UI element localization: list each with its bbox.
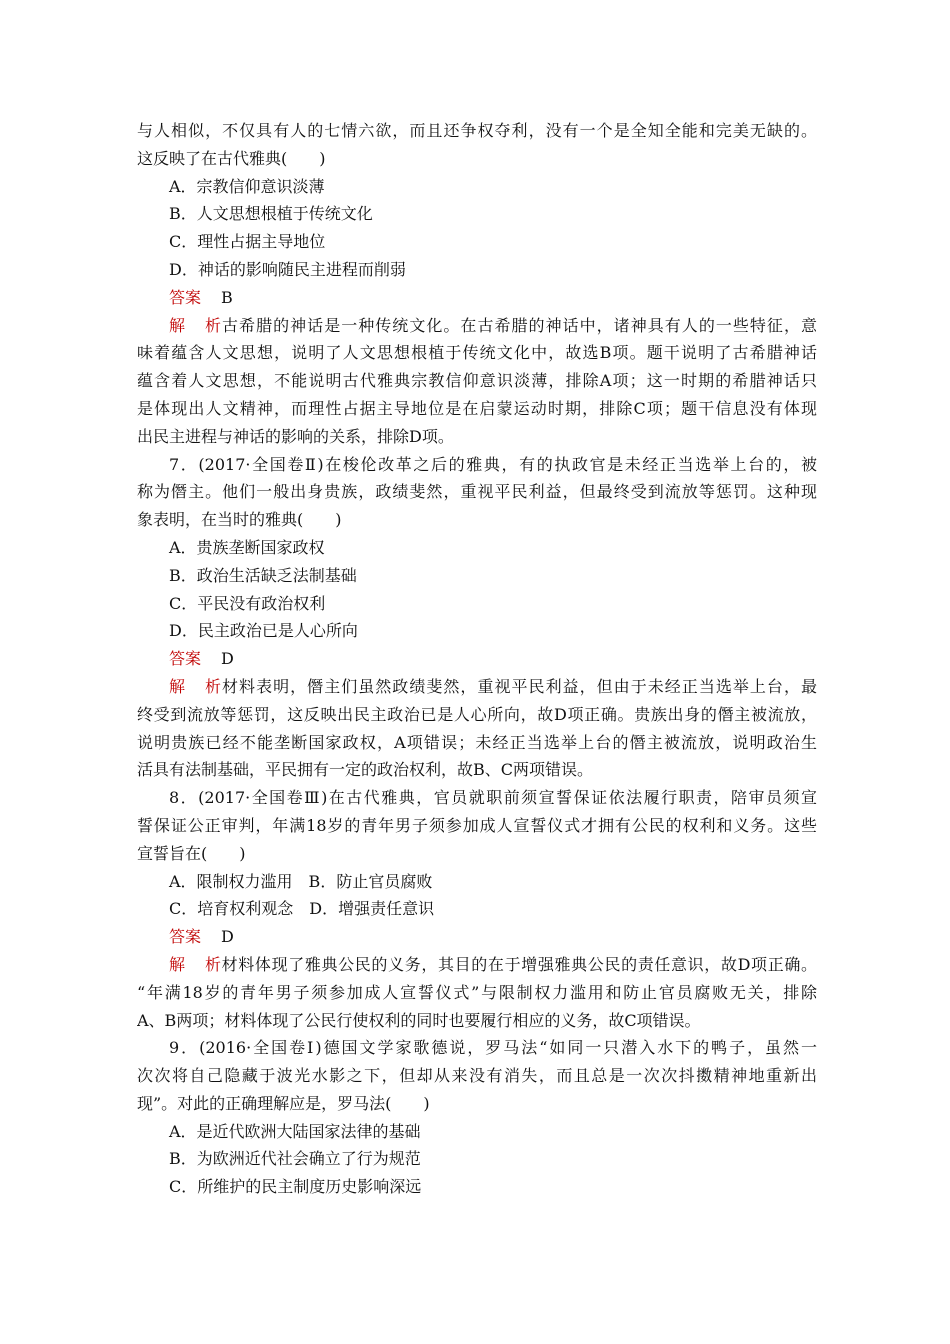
q8-analysis-line-3: A、B两项；材料体现了公民行使权利的同时也要履行相应的义务，故C项错误。 — [137, 1010, 701, 1030]
question-7 — [137, 451, 817, 785]
q7-analysis-line-4: 活具有法制基础，平民拥有一定的政治权利，故B、C两项错误。 — [137, 760, 594, 780]
q6-analysis-line-2: 味着蕴含人文思想，说明了人文思想根植于传统文化中，故选B项。题干说明了古希腊神话 — [137, 343, 817, 363]
q7-option-c: C．平民没有政治权利 — [169, 593, 326, 613]
answer-value: D — [221, 649, 234, 669]
q6-analysis-line-1 — [137, 312, 817, 340]
q7-analysis-line-2: 终受到流放等惩罚，这反映出民主政治已是人心所向，故D项正确。贵族出身的僭主被流放， — [137, 704, 817, 724]
answer-label: 答案 — [169, 927, 202, 947]
analysis-label: 解析 — [169, 954, 221, 974]
q8-answer — [137, 923, 817, 951]
page-content — [137, 117, 817, 1201]
question-6 — [137, 117, 817, 451]
q6-stem-line-2: 这反映了在古代雅典( ) — [137, 148, 326, 168]
q8-stem-line-2: 誓保证公正审判，年满18岁的青年男子须参加成人宣誓仪式才拥有公民的权利和义务。这些 — [137, 815, 817, 835]
q8-analysis-line-2: “年满18岁的青年男子须参加成人宣誓仪式”与限制权力滥用和防止官员腐败无关，排除 — [137, 982, 817, 1002]
q6-stem-line-1: 与人相似，不仅具有人的七情六欲，而且还争权夺利，没有一个是全知全能和完美无缺的。 — [137, 121, 817, 140]
q7-option-a: A．贵族垄断国家政权 — [169, 537, 325, 557]
analysis-label: 解析 — [169, 676, 221, 696]
q6-analysis-line-5: 出民主进程与神话的影响的关系，排除D项。 — [137, 426, 454, 446]
q9-stem-line-3: 现”。对此的正确理解应是，罗马法( ) — [137, 1093, 430, 1113]
analysis-label: 解析 — [169, 315, 221, 335]
q7-analysis-line-3: 说明贵族已经不能垄断国家政权，A项错误；未经正当选举上台的僭主被流放，说明政治生 — [137, 732, 817, 752]
q9-option-b: B．为欧洲近代社会确立了行为规范 — [169, 1149, 421, 1169]
q6-option-d: D．神话的影响随民主进程而削弱 — [169, 259, 406, 279]
q7-stem-line-1: 7．(2017·全国卷Ⅱ)在梭伦改革之后的雅典，有的执政官是未经正当选举上台的，被 — [169, 454, 817, 474]
answer-label: 答案 — [169, 287, 202, 307]
q6-option-c: C．理性占据主导地位 — [169, 232, 326, 252]
q7-stem-line-3: 象表明，在当时的雅典( ) — [137, 510, 342, 530]
q6-analysis-line-3: 蕴含着人文思想，不能说明古代雅典宗教信仰意识淡薄，排除A项；这一时期的希腊神话只 — [137, 371, 817, 391]
q7-option-d: D．民主政治已是人心所向 — [169, 621, 358, 641]
answer-label: 答案 — [169, 649, 202, 669]
question-8 — [137, 784, 817, 1034]
q8-options-row-2: C．培育权利观念 D．增强责任意识 — [169, 899, 435, 919]
answer-value: D — [221, 927, 234, 947]
q9-stem-line-2: 次次将自己隐藏于波光水影之下，但却从来没有消失，而且总是一次次抖擞精神地重新出 — [137, 1066, 817, 1086]
analysis-text: 材料表明，僭主们虽然政绩斐然，重视平民利益，但由于未经正当选举上台，最 — [221, 676, 817, 696]
q6-analysis-line-4: 是体现出人文精神，而理性占据主导地位是在启蒙运动时期，排除C项；题干信息没有体现 — [137, 398, 817, 418]
q9-option-c: C．所维护的民主制度历史影响深远 — [169, 1177, 422, 1197]
q6-answer — [137, 284, 817, 312]
answer-value: B — [221, 287, 233, 307]
q8-stem-line-1: 8．(2017·全国卷Ⅲ)在古代雅典，官员就职前须宣誓保证依法履行职责，陪审员须宣 — [169, 788, 817, 808]
q7-stem-line-2: 称为僭主。他们一般出身贵族，政绩斐然，重视平民利益，但最终受到流放等惩罚。这种现 — [137, 482, 817, 502]
q8-analysis-line-1 — [137, 951, 817, 979]
analysis-text: 材料体现了雅典公民的义务，其目的在于增强雅典公民的责任意识，故D项正确。 — [221, 954, 817, 974]
q8-options-row-1: A．限制权力滥用 B．防止官员腐败 — [169, 871, 433, 891]
q6-option-b: B．人文思想根植于传统文化 — [169, 204, 373, 224]
q8-stem-line-3: 宣誓旨在( ) — [137, 843, 246, 863]
q7-option-b: B．政治生活缺乏法制基础 — [169, 565, 357, 585]
q6-option-a: A．宗教信仰意识淡薄 — [169, 176, 325, 196]
q7-analysis-line-1 — [137, 673, 817, 701]
q9-option-a: A．是近代欧洲大陆国家法律的基础 — [169, 1121, 421, 1141]
q9-stem-line-1: 9．(2016·全国卷Ⅰ)德国文学家歌德说，罗马法“如同一只潜入水下的鸭子，虽然一 — [169, 1038, 817, 1058]
analysis-text: 古希腊的神话是一种传统文化。在古希腊的神话中，诸神具有人的一些特征，意 — [221, 315, 817, 335]
question-9 — [137, 1034, 817, 1201]
q7-answer — [137, 645, 817, 673]
